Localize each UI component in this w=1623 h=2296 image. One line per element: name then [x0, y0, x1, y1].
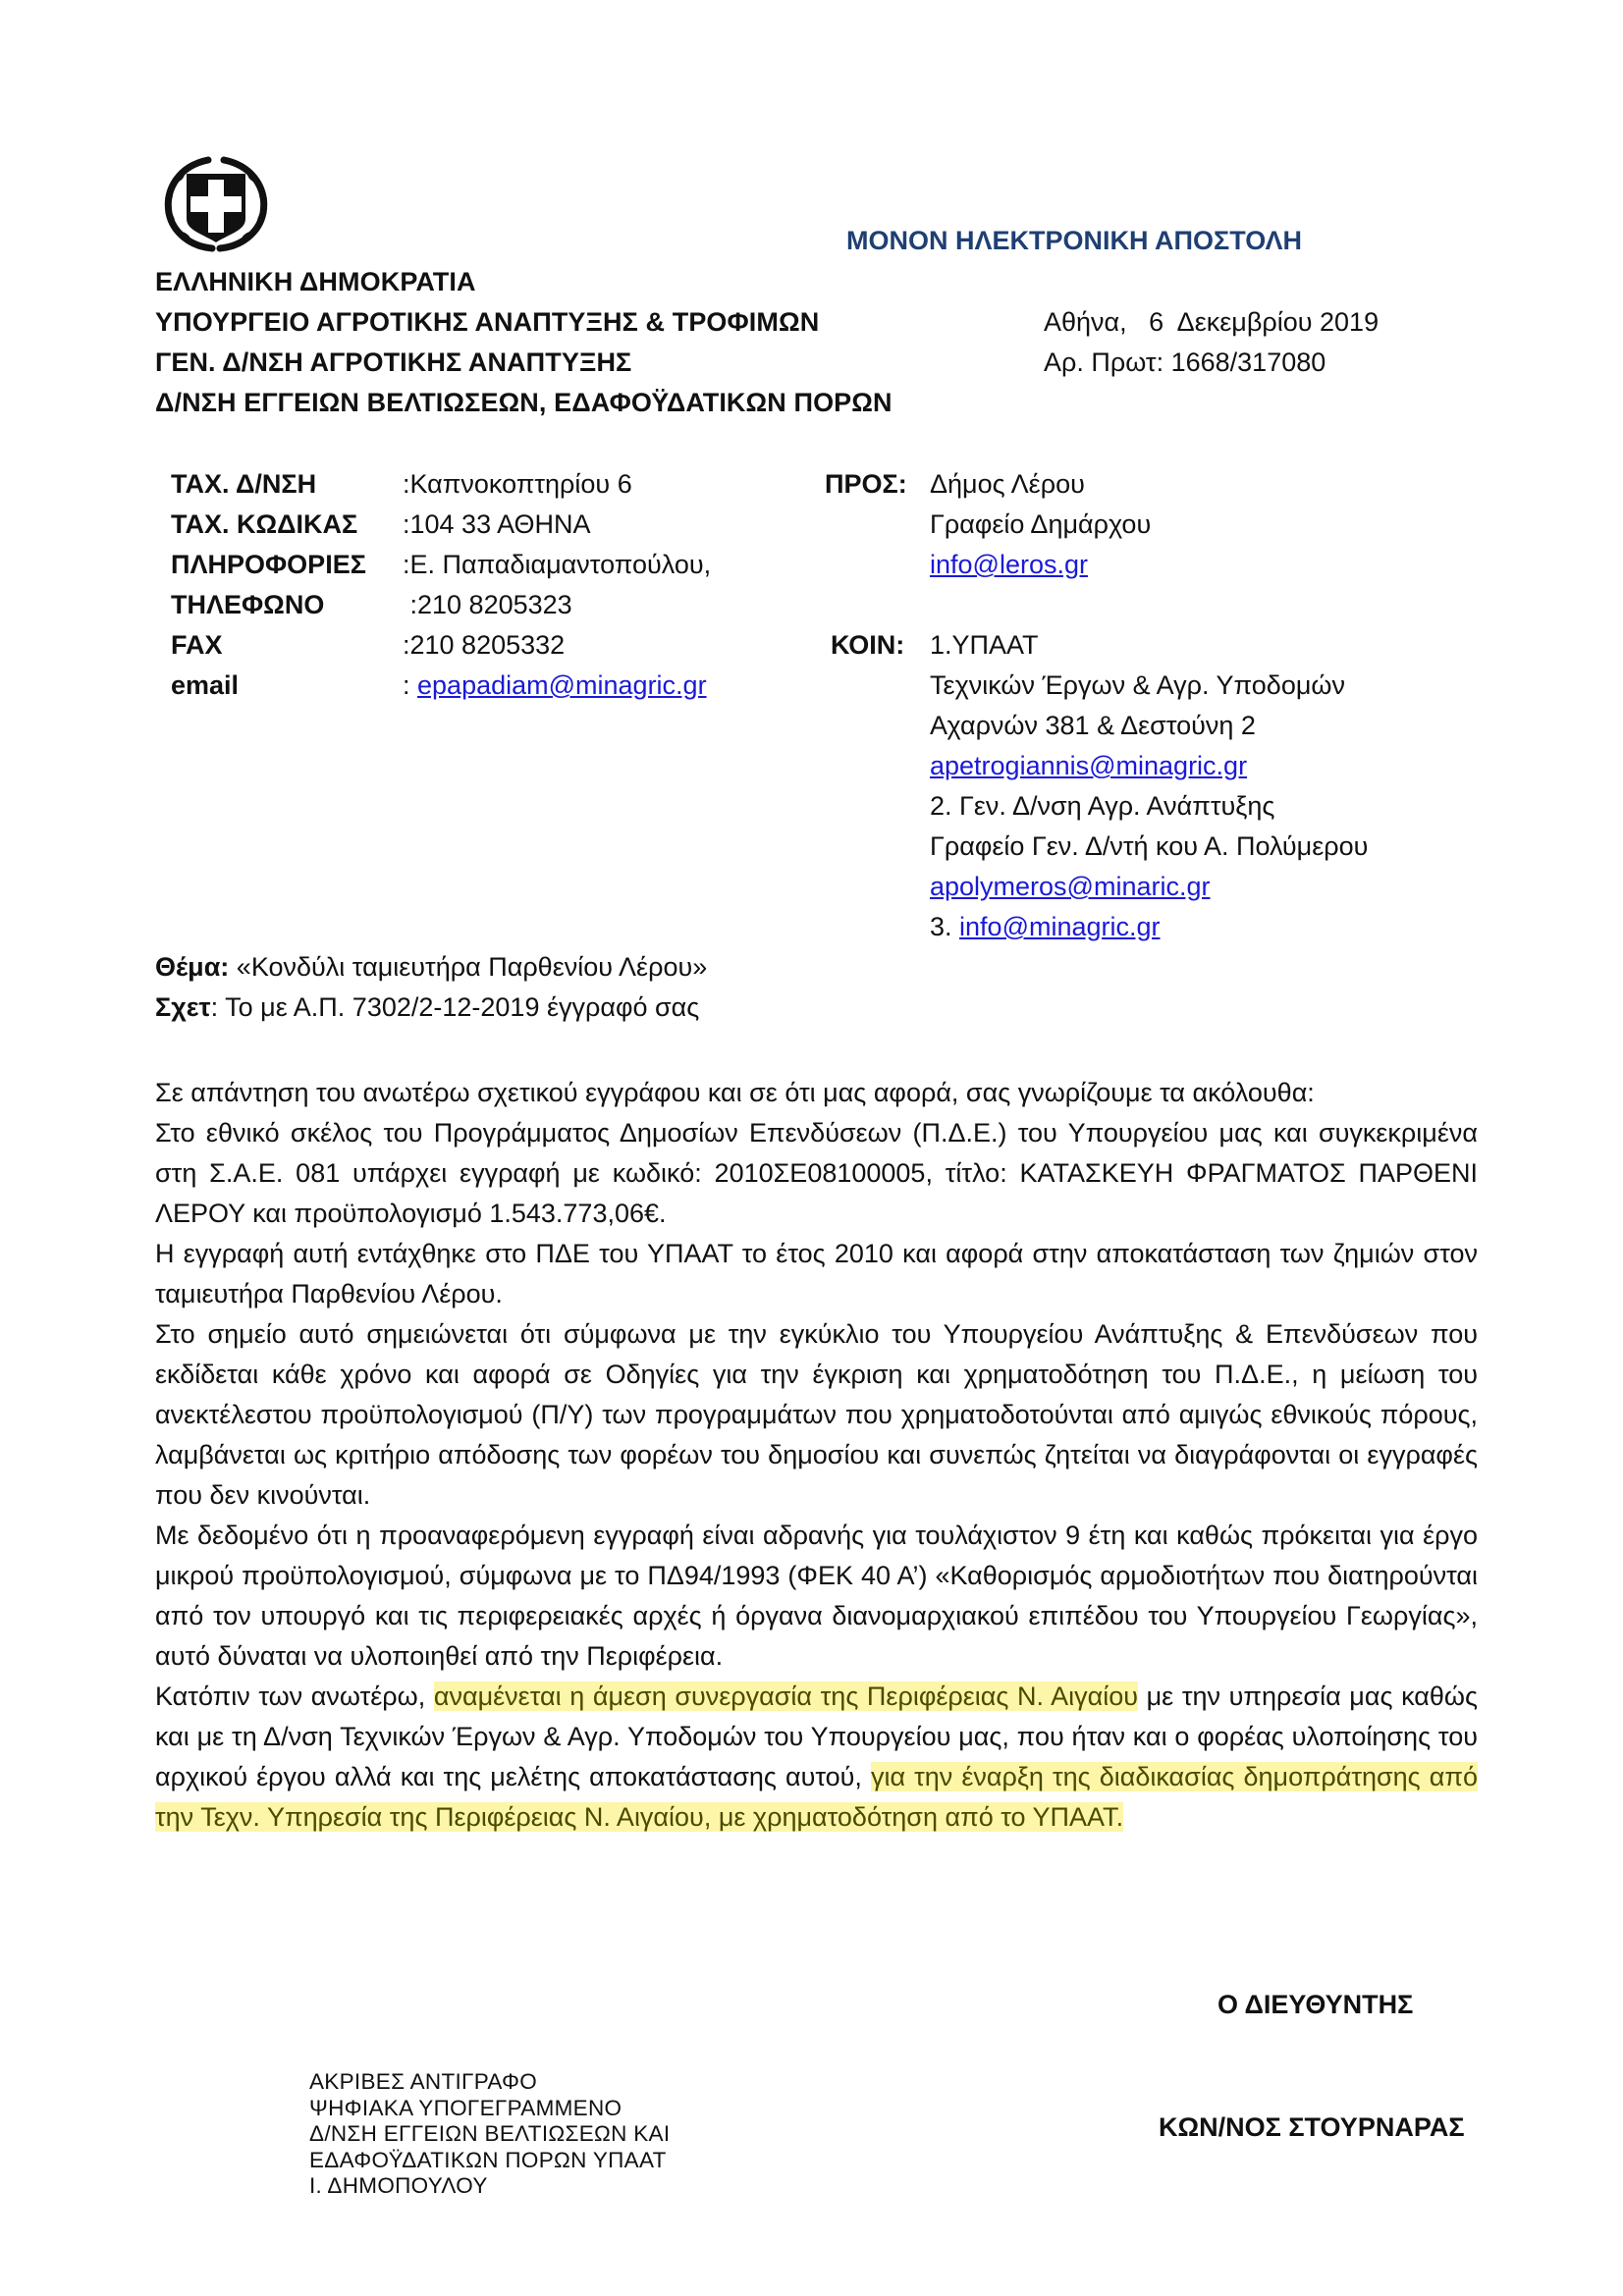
stamp-line: ΑΚΡΙΒΕΣ ΑΝΤΙΓΡΑΦΟ — [309, 2069, 538, 2094]
greek-coat-of-arms-icon — [157, 152, 275, 255]
reference-line — [155, 992, 699, 1023]
protocol-number: Αρ. Πρωτ: 1668/317080 — [1044, 347, 1326, 377]
stamp-line: Ι. ΔΗΜΟΠΟΥΛΟΥ — [309, 2173, 488, 2198]
stamp-line: Δ/ΝΣΗ ΕΓΓΕΙΩΝ ΒΕΛΤΙΩΣΕΩΝ ΚΑΙ — [309, 2121, 671, 2146]
reference-label: Σχετ — [155, 992, 211, 1022]
cc-email-link[interactable]: apetrogiannis@minagric.gr — [930, 751, 1248, 780]
sender-label: ΤΑΧ. ΚΩΔΙΚΑΣ — [171, 509, 358, 539]
email-prefix: : — [403, 670, 418, 700]
org-line-ministry: ΥΠΟΥΡΓΕΙΟ ΑΓΡΟΤΙΚΗΣ ΑΝΑΠΤΥΞΗΣ & ΤΡΟΦΙΜΩΝ — [155, 307, 820, 337]
cc-line: Γραφείο Γεν. Δ/ντή κου Α. Πολύμερου — [930, 831, 1369, 861]
subject-text: «Κονδύλι ταμιευτήρα Παρθενίου Λέρου» — [229, 952, 708, 982]
body-text-run: με την υπηρεσία μας καθώς και με τη Δ/νση Τεχνικών Έργων & Αγρ. Υποδομών του Υπουργείου μας, που ήταν και ο φορέας υλοποίησης του αρχικού έργου αλλά και της μελέτης αποκατάστασης αυτού, — [155, 1682, 1478, 1791]
subject-label: Θέμα: — [155, 952, 230, 982]
body-paragraph-conclusion — [155, 1677, 1478, 1838]
body-paragraph: Στο εθνικό σκέλος του Προγράμματος Δημοσίων Επενδύσεων (Π.Δ.Ε.) του Υπουργείου μας και συγκεκριμένα στη Σ.Α.Ε. 081 υπάρχει εγγραφή με κωδικό: 2010ΣΕ08100005, τίτλο: ΚΑΤΑΣΚΕΥΗ ΦΡΑΓΜΑΤΟΣ ΠΑΡΘΕΝΙ ΛΕΡΟΥ και προϋπολογισμό 1.543.773,06€. — [155, 1118, 1478, 1228]
cc-line: 1.ΥΠΑΑΤ — [930, 630, 1039, 660]
sender-label: email — [171, 670, 240, 700]
org-line-republic: ΕΛΛΗΝΙΚΗ ΔΗΜΟΚΡΑΤΙΑ — [155, 267, 476, 296]
cc-label: ΚΟΙΝ: — [831, 630, 905, 660]
stamp-line: ΕΔΑΦΟΫΔΑΤΙΚΩΝ ΠΟΡΩΝ ΥΠΑΑΤ — [309, 2147, 667, 2172]
letter-body — [155, 1073, 1478, 1838]
sender-value: :210 8205332 — [403, 630, 566, 660]
subject-line — [155, 952, 707, 983]
org-line-general-directorate: ΓΕΝ. Δ/ΝΣΗ ΑΓΡΟΤΙΚΗΣ ΑΝΑΠΤΥΞΗΣ — [155, 347, 632, 377]
body-text-run: Κατόπιν των ανωτέρω, — [155, 1682, 434, 1711]
signatory-title: Ο ΔΙΕΥΘΥΝΤΗΣ — [1217, 1990, 1414, 2019]
body-paragraph: Η εγγραφή αυτή εντάχθηκε στο ΠΔΕ του ΥΠΑΑΤ το έτος 2010 και αφορά στην αποκατάσταση των ζημιών στον ταμιευτήρα Παρθενίου Λέρου. — [155, 1239, 1478, 1308]
certified-copy-stamp — [309, 2069, 670, 2200]
sender-value: :210 8205323 — [403, 590, 572, 619]
sender-label: ΤΗΛΕΦΩΝΟ — [171, 590, 325, 619]
body-paragraph: Με δεδομένο ότι η προαναφερόμενη εγγραφή είναι αδρανής για τουλάχιστον 9 έτη και καθώς πρόκειται για έργο μικρού προϋπολογισμού, σύμφωνα με το ΠΔ94/1993 (ΦΕΚ 40 Α’) «Καθορισμός αρμοδιοτήτων που διατηρούνται από τον υπουργό και τις περιφερειακές αρχές ή όργανα διανομαρχιακού επιπέδου του Υπουργείου Γεωργίας», αυτό δύναται να υλοποιηθεί από την Περιφέρεια. — [155, 1521, 1478, 1671]
cc-line — [930, 912, 1161, 942]
sender-label: ΤΑΧ. Δ/ΝΣΗ — [171, 469, 317, 499]
cc-line-number: 3. — [930, 912, 960, 941]
stamp-line: ΨΗΦΙΑΚΑ ΥΠΟΓΕΓΡΑΜΜΕΝΟ — [309, 2095, 622, 2120]
highlighted-text: για την έναρξη της διαδικασίας δημοπράτησης από την Τεχν. Υπηρεσία της Περιφέρειας Ν. Αιγαίου, με χρηματοδότηση από το ΥΠΑΑΤ. — [155, 1762, 1478, 1832]
delivery-notice: ΜΟΝΟΝ ΗΛΕΚΤΡΟΝΙΚΗ ΑΠΟΣΤΟΛΗ — [846, 226, 1302, 255]
to-line-office: Γραφείο Δημάρχου — [930, 509, 1152, 539]
signatory-name: ΚΩΝ/ΝΟΣ ΣΤΟΥΡΝΑΡΑΣ — [1159, 2112, 1465, 2142]
sender-label: FAX — [171, 630, 223, 660]
sender-value: :Ε. Παπαδιαμαντοπούλου, — [403, 550, 712, 579]
document-date: Αθήνα, 6 Δεκεμβρίου 2019 — [1044, 307, 1380, 337]
cc-line: Τεχνικών Έργων & Αγρ. Υποδομών — [930, 670, 1345, 700]
cc-email-link[interactable]: info@minagric.gr — [959, 912, 1161, 941]
body-paragraph: Σε απάντηση του ανωτέρω σχετικού εγγράφου και σε ότι μας αφορά, σας γνωρίζουμε τα ακόλουθα: — [155, 1078, 1315, 1107]
sender-value: :Καπνοκοπτηρίου 6 — [403, 469, 632, 499]
to-email-link[interactable]: info@leros.gr — [930, 550, 1088, 579]
to-line-municipality: Δήμος Λέρου — [930, 469, 1085, 499]
cc-line: 2. Γεν. Δ/νση Αγρ. Ανάπτυξης — [930, 791, 1275, 821]
sender-label: ΠΛΗΡΟΦΟΡΙΕΣ — [171, 550, 366, 579]
body-paragraph: Στο σημείο αυτό σημειώνεται ότι σύμφωνα με την εγκύκλιο του Υπουργείου Ανάπτυξης & Επενδύσεων που εκδίδεται κάθε χρόνο και αφορά σε Οδηγίες για την έγκριση και χρηματοδότηση του Π.Δ.Ε., η μείωση του ανεκτέλεστου προϋπολογισμού (Π/Υ) των προγραμμάτων που χρηματοδοτούνται από αμιγώς εθνικούς πόρους, λαμβάνεται ως κριτήριο απόδοσης των φορέων του δημοσίου και συνεπώς ζητείται να διαγράφονται οι εγγραφές που δεν κινούνται. — [155, 1319, 1478, 1510]
sender-value: :104 33 ΑΘΗΝΑ — [403, 509, 591, 539]
to-label: ΠΡΟΣ: — [825, 469, 907, 499]
reference-text: : Το με Α.Π. 7302/2-12-2019 έγγραφό σας — [210, 992, 700, 1022]
sender-email-link[interactable]: epapadiam@minagric.gr — [417, 670, 707, 700]
cc-line: Αχαρνών 381 & Δεστούνη 2 — [930, 711, 1256, 740]
cc-email-link[interactable]: apolymeros@minaric.gr — [930, 872, 1211, 901]
sender-value — [403, 670, 707, 701]
org-line-directorate: Δ/ΝΣΗ ΕΓΓΕΙΩΝ ΒΕΛΤΙΩΣΕΩΝ, ΕΔΑΦΟΫΔΑΤΙΚΩΝ ΠΟΡΩΝ — [155, 388, 893, 417]
highlighted-text: αναμένεται η άμεση συνεργασία της Περιφέρειας Ν. Αιγαίου — [433, 1682, 1139, 1711]
